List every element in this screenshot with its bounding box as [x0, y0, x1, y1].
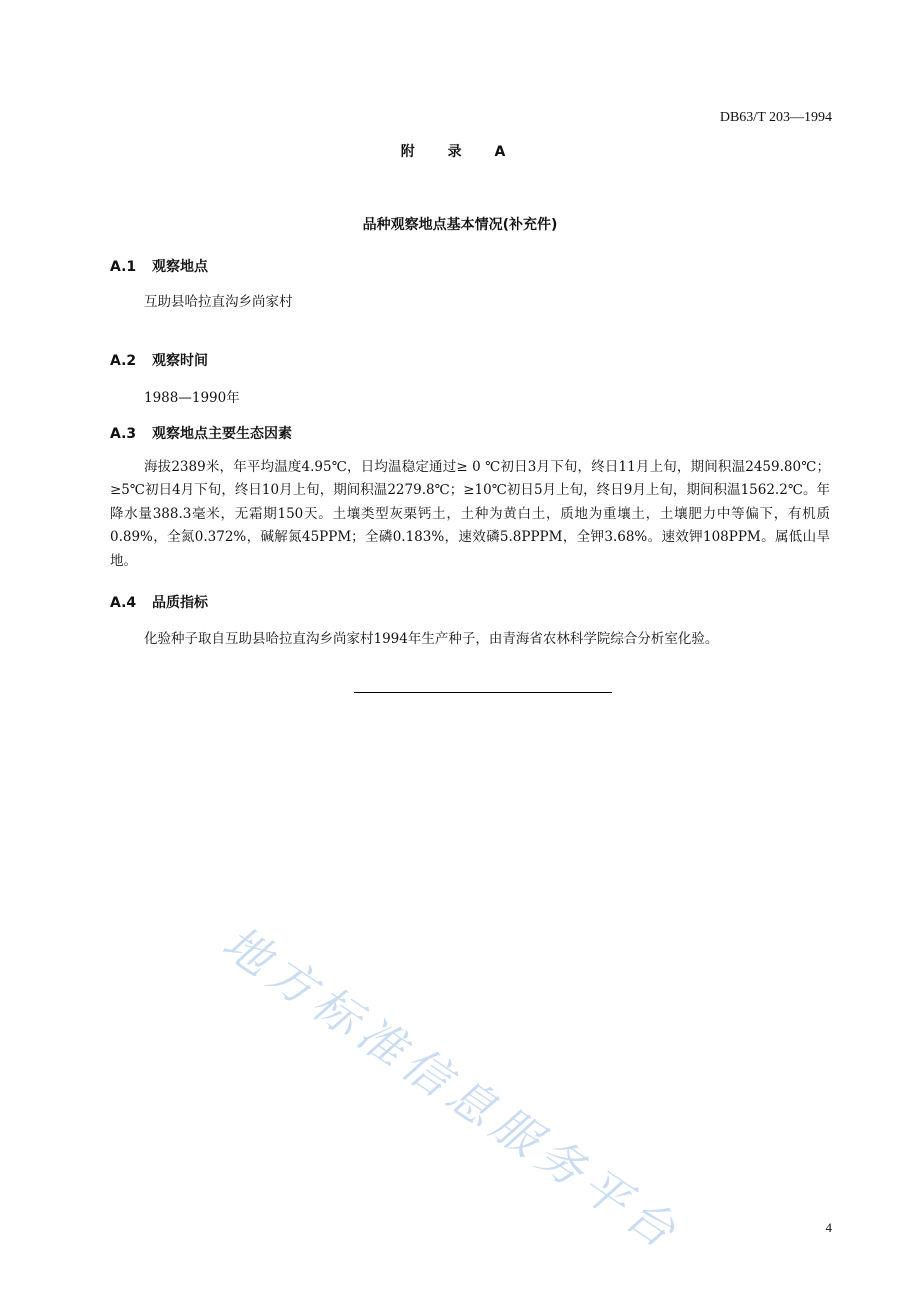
end-rule [354, 692, 612, 693]
section-body-a2: 1988—1990年 [144, 390, 240, 406]
section-title: 观察地点 [152, 259, 208, 275]
section-number: A.3 [110, 426, 137, 442]
section-title: 观察时间 [152, 353, 208, 369]
standard-code: DB63/T 203—1994 [719, 110, 832, 125]
section-title: 观察地点主要生态因素 [152, 426, 292, 442]
section-title: 品质指标 [152, 595, 208, 611]
appendix-subtitle: 品种观察地点基本情况(补充件) [362, 217, 558, 233]
page-number: 4 [825, 1220, 832, 1235]
section-number: A.2 [110, 353, 137, 369]
section-heading-a3 [110, 423, 292, 443]
appendix-title: 附 录 A [400, 144, 520, 160]
section-heading-a2 [110, 350, 208, 370]
section-body-a1: 互助县哈拉直沟乡尚家村 [144, 294, 293, 310]
section-body-a3: 海拔2389米，年平均温度4.95℃，日均温稳定通过≥ 0 ℃初日3月下旬，终日11月上旬，期间积温2459.80℃；≥5℃初日4月下旬，终日10月上旬，期间积温2279.8℃；≥10℃初日5月上旬，终日9月上旬，期间积温1562.2℃。年降水量388.3毫米，无霜期150天。土壤类型灰栗钙土，土种为黄白土，质地为重壤土，土壤肥力中等偏下，有机质0.89%，全氮0.372%，碱解氮45PPM；全磷0.183%，速效磷5.8PPPM，全钾3.68%。速效钾108PPM。属低山旱地。 [110, 459, 830, 569]
section-body-a4: 化验种子取自互助县哈拉直沟乡尚家村1994年生产种子，由青海省农林科学院综合分析室化验。 [144, 631, 719, 647]
section-number: A.4 [110, 595, 137, 611]
section-number: A.1 [110, 259, 137, 275]
section-heading-a1 [110, 256, 208, 276]
section-heading-a4 [110, 592, 208, 612]
watermark-text: 地方标准信息服务平台 [213, 915, 692, 1262]
